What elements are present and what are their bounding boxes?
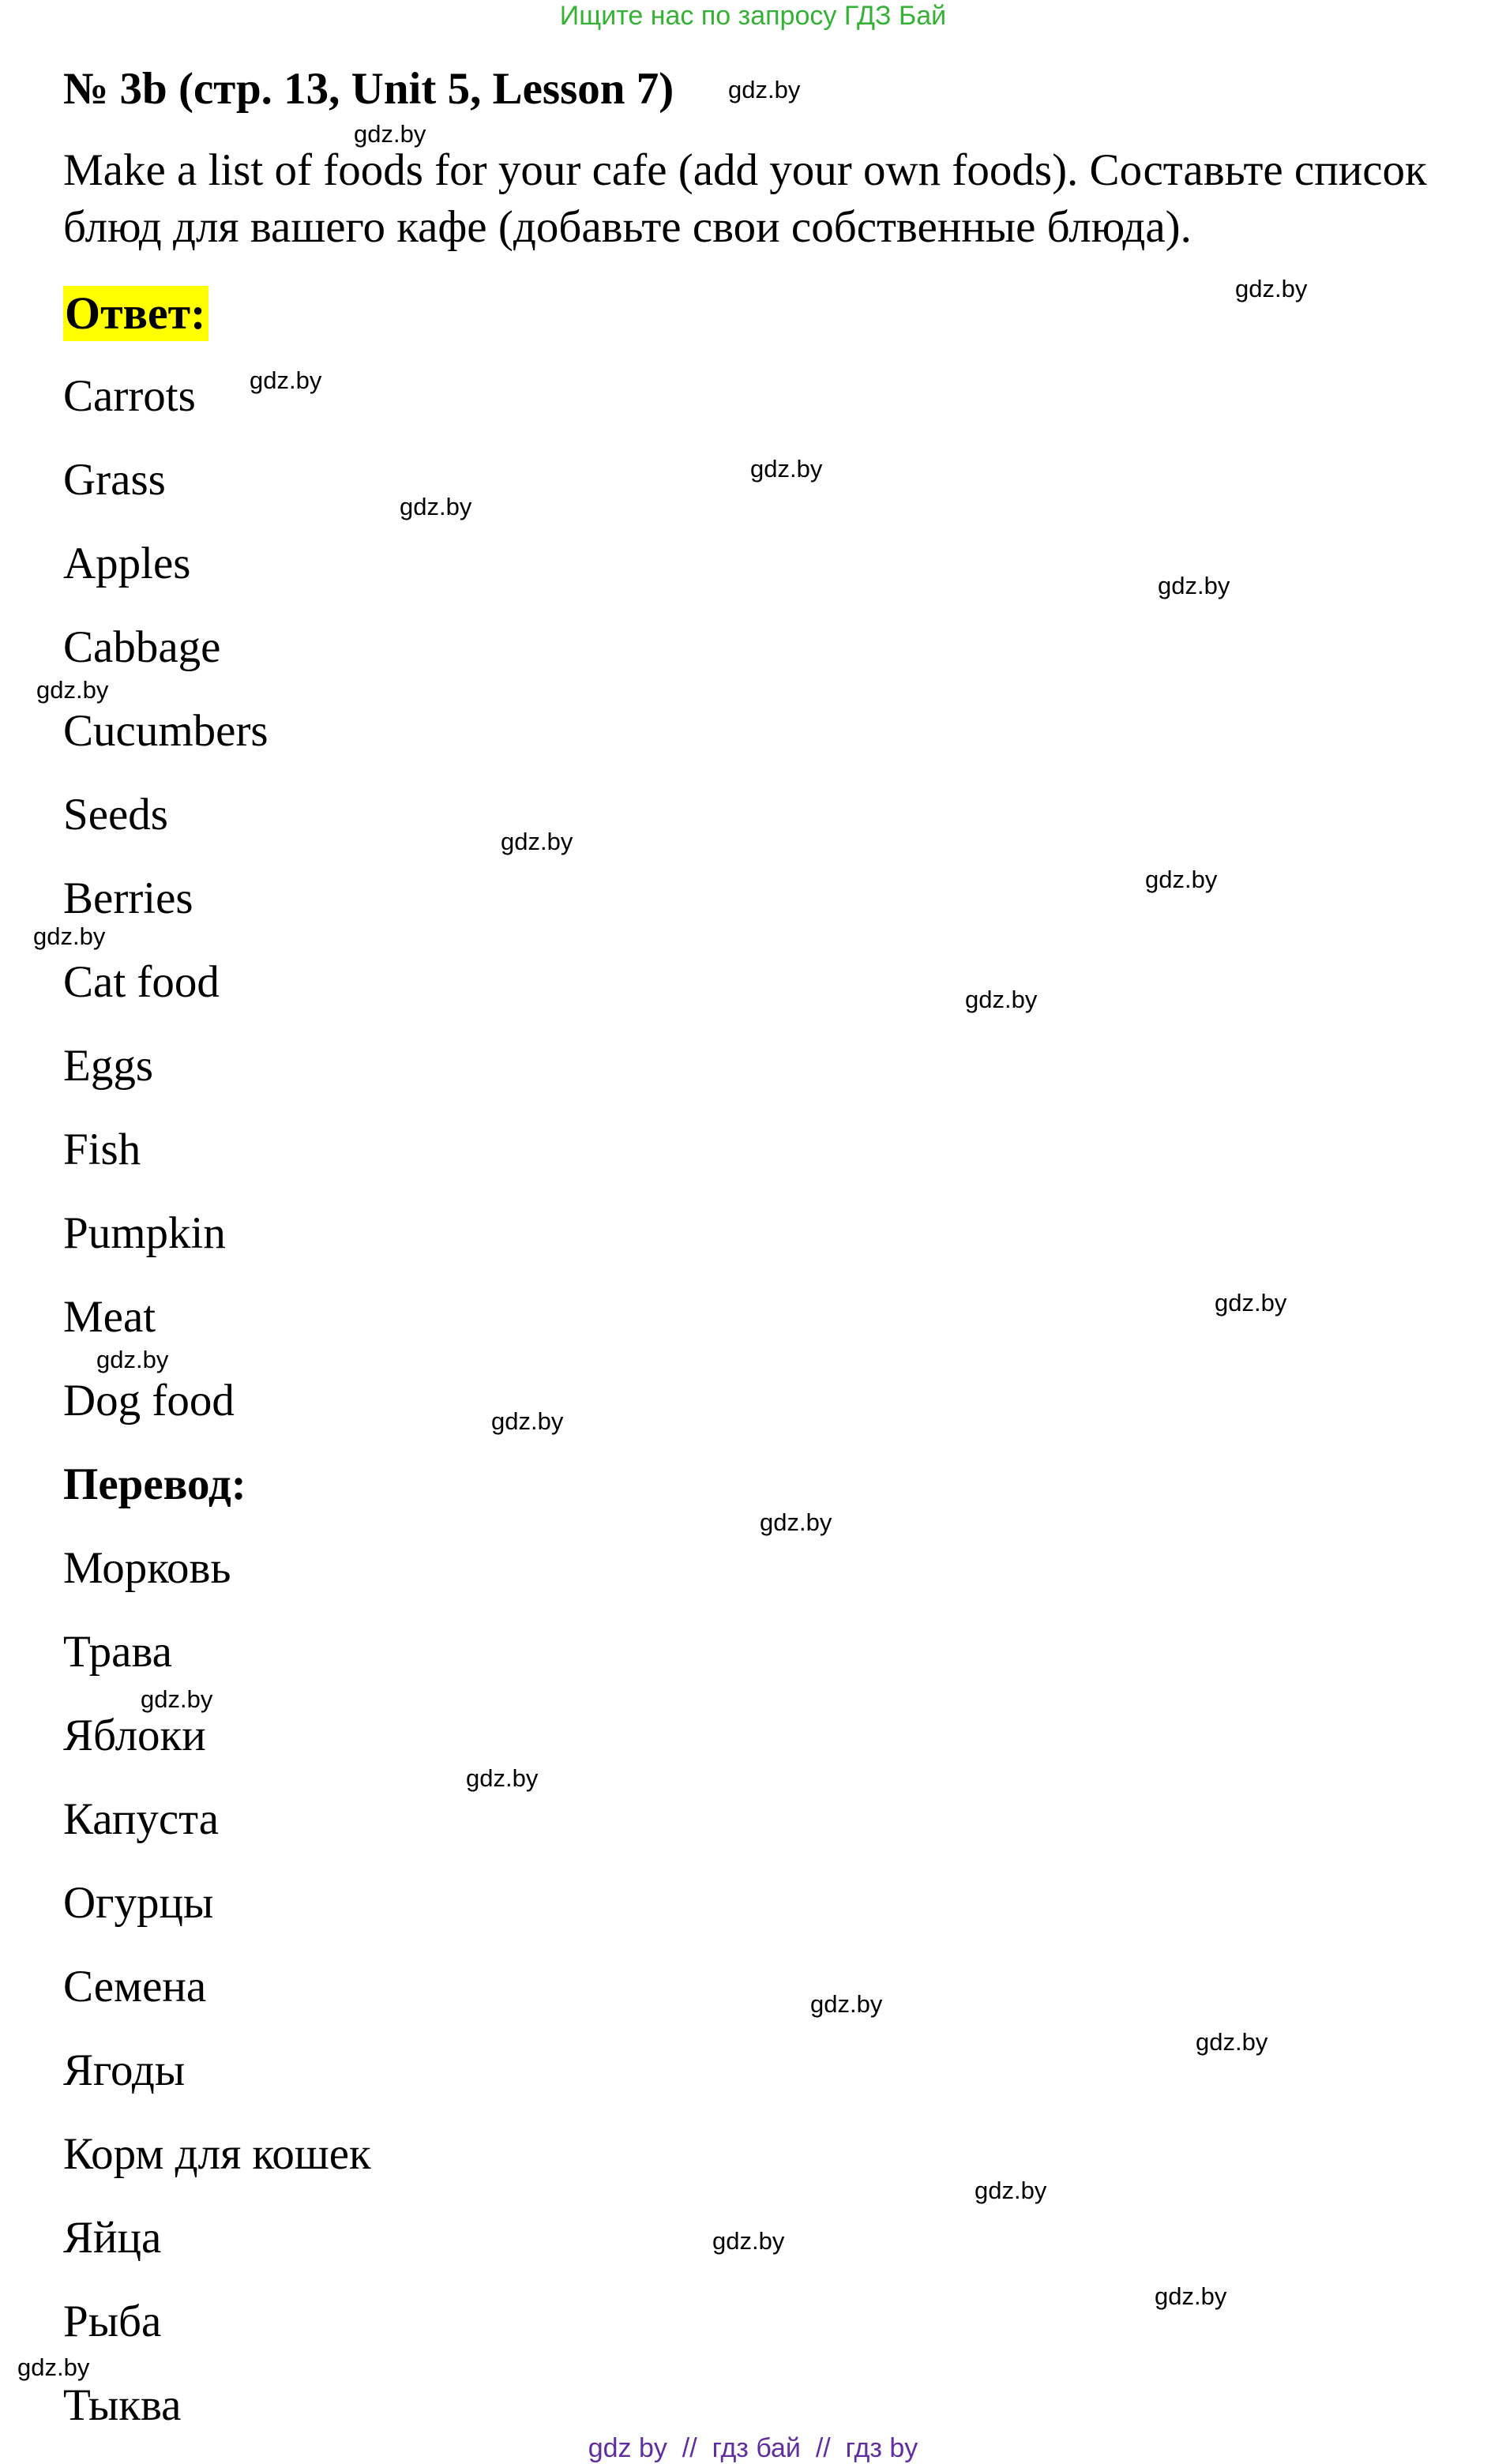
translation-item: Яйца bbox=[63, 2213, 162, 2263]
watermark: gdz.by bbox=[810, 1990, 883, 2018]
watermark: gdz.by bbox=[33, 922, 106, 950]
translation-item: Ягоды bbox=[63, 2045, 186, 2095]
watermark: gdz.by bbox=[491, 1407, 564, 1435]
watermark: gdz.by bbox=[17, 2353, 90, 2381]
translation-item: Яблоки bbox=[63, 1711, 206, 1760]
watermark: gdz.by bbox=[354, 120, 426, 148]
watermark: gdz.by bbox=[760, 1508, 832, 1536]
translation-item: Рыба bbox=[63, 2297, 162, 2346]
watermark: gdz.by bbox=[96, 1346, 169, 1373]
watermark: gdz.by bbox=[1158, 572, 1230, 599]
watermark: gdz.by bbox=[1235, 275, 1308, 302]
bottom-footer[interactable]: gdz by // гдз бай // гдз by bbox=[588, 2433, 918, 2463]
watermark: gdz.by bbox=[1145, 866, 1218, 893]
answer-item: Grass bbox=[63, 455, 166, 505]
answer-item: Apples bbox=[63, 539, 191, 588]
watermark: gdz.by bbox=[501, 828, 573, 855]
watermark: gdz.by bbox=[712, 2227, 785, 2255]
watermark: gdz.by bbox=[965, 986, 1038, 1013]
answer-item: Cat food bbox=[63, 957, 220, 1007]
task-instructions: Make a list of foods for your cafe (add your own foods). Составьте список блюд для вашего кафе (добавьте свои собственные блюда). bbox=[63, 145, 1427, 252]
watermark: gdz.by bbox=[250, 366, 322, 394]
answer-label: Ответ: bbox=[63, 286, 208, 341]
watermark: gdz.by bbox=[728, 76, 801, 103]
translation-item: Корм для кошек bbox=[63, 2129, 371, 2179]
answer-item: Eggs bbox=[63, 1041, 153, 1091]
watermark: gdz.by bbox=[466, 1764, 539, 1792]
top-banner[interactable]: Ищите нас по запросу ГДЗ Бай bbox=[559, 1, 947, 31]
watermark: gdz.by bbox=[36, 676, 109, 704]
translation-item: Тыква bbox=[63, 2380, 182, 2430]
watermark: gdz.by bbox=[750, 455, 823, 483]
watermark: gdz.by bbox=[975, 2177, 1047, 2204]
answer-item: Seeds bbox=[63, 790, 168, 839]
answer-item: Cucumbers bbox=[63, 706, 269, 756]
answer-item: Berries bbox=[63, 873, 193, 923]
translation-item: Огурцы bbox=[63, 1878, 214, 1928]
watermark: gdz.by bbox=[1196, 2028, 1268, 2056]
watermark: gdz.by bbox=[141, 1685, 213, 1713]
translation-item: Семена bbox=[63, 1962, 207, 2011]
answer-item: Carrots bbox=[63, 371, 196, 421]
watermark: gdz.by bbox=[1215, 1289, 1287, 1317]
translation-item: Морковь bbox=[63, 1543, 231, 1593]
answer-item: Meat bbox=[63, 1292, 156, 1342]
translation-item: Капуста bbox=[63, 1794, 220, 1844]
answer-item: Cabbage bbox=[63, 622, 221, 672]
translation-label: Перевод: bbox=[63, 1459, 246, 1509]
task-title: № 3b (стр. 13, Unit 5, Lesson 7) bbox=[63, 64, 674, 114]
translation-item: Трава bbox=[63, 1627, 172, 1677]
answer-item: Pumpkin bbox=[63, 1208, 226, 1258]
watermark: gdz.by bbox=[400, 493, 472, 520]
watermark: gdz.by bbox=[1155, 2282, 1227, 2310]
answer-item: Fish bbox=[63, 1125, 141, 1174]
answer-item: Dog food bbox=[63, 1376, 235, 1425]
